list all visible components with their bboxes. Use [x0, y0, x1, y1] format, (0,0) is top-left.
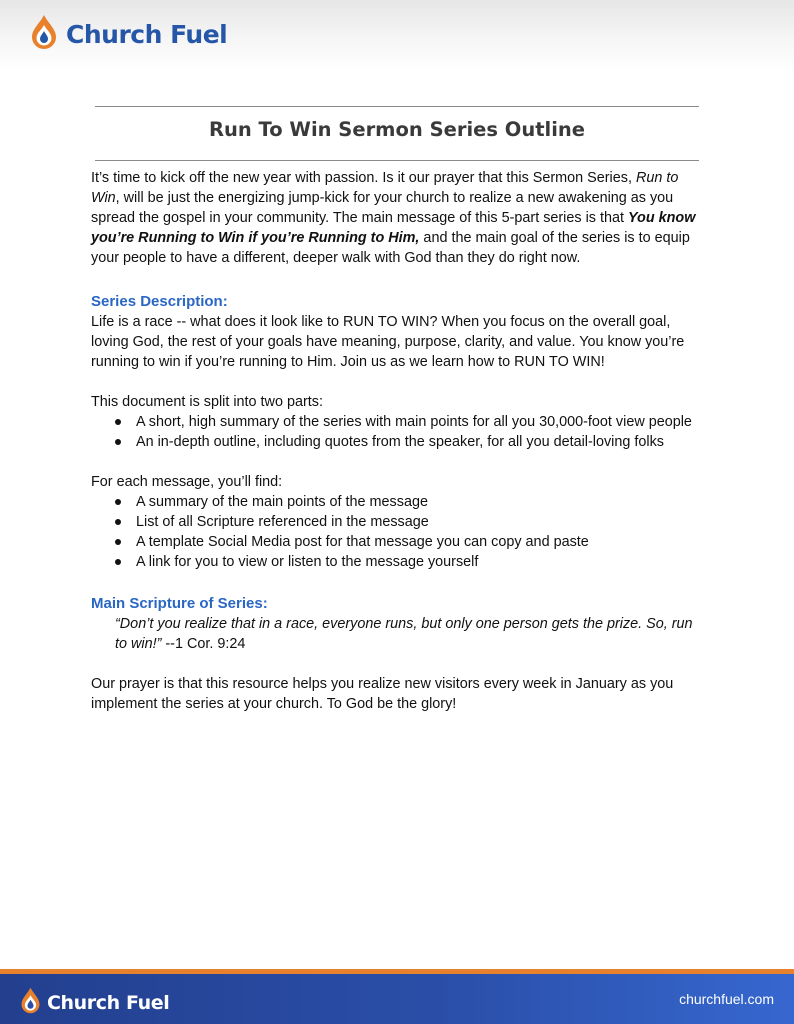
page-header	[0, 0, 794, 72]
footer-accent-stripe	[0, 969, 794, 974]
church-fuel-logo	[30, 14, 227, 55]
title-bottom-rule	[95, 160, 699, 161]
each-message-list	[91, 492, 703, 572]
document-title: Run To Win Sermon Series Outline	[208, 118, 586, 141]
closing-paragraph: Our prayer is that this resource helps you realize new visitors every week in January as you implement the series at your church. To God be the glory!	[91, 676, 674, 712]
list-item: A link for you to view or listen to the message yourself	[91, 552, 703, 572]
church-fuel-footer-logo	[20, 987, 169, 1019]
main-scripture-quote: “Don’t you realize that in a race, everyone runs, but only one person gets the prize. So, run to win!” --1 Cor. 9:24	[115, 616, 693, 652]
main-scripture-heading: Main Scripture of Series:	[91, 595, 268, 612]
flame-drop-icon	[30, 14, 58, 55]
list-item: A template Social Media post for that message you can copy and paste	[91, 532, 703, 552]
logo-wordmark: Church Fuel	[66, 20, 228, 49]
list-item: List of all Scripture referenced in the message	[91, 512, 703, 532]
page-footer	[0, 969, 794, 1024]
flame-drop-icon	[20, 987, 41, 1019]
each-message-intro: For each message, you’ll find:	[91, 474, 283, 490]
intro-paragraph: It’s time to kick off the new year with passion. Is it our prayer that this Sermon Series, Run to Win, will be just the energizing jump-kick for your church to realize a new awakening as you spread the gospel in your community. The main message of this 5-part series is that You know you’re Running to Win if you’re Running to Him, and the main goal of the series is to equip your people to have a different, deeper walk with God than they do right now.	[91, 170, 696, 266]
footer-website: churchfuel.com	[679, 991, 774, 1007]
series-description-heading: Series Description:	[91, 293, 228, 310]
parts-list	[91, 412, 703, 452]
title-top-rule	[95, 106, 699, 107]
list-item: An in-depth outline, including quotes from the speaker, for all you detail-loving folks	[91, 432, 703, 452]
footer-logo-wordmark: Church Fuel	[47, 992, 170, 1014]
parts-intro: This document is split into two parts:	[91, 394, 323, 410]
list-item: A short, high summary of the series with main points for all you 30,000-foot view people	[91, 412, 703, 432]
document-body	[91, 168, 703, 714]
series-description-text: Life is a race -- what does it look like to RUN TO WIN? When you focus on the overall goal, loving God, the rest of your goals have meaning, purpose, clarity, and value. You know you’re running to win if you’re running to Him. Join us as we learn how to RUN TO WIN!	[91, 314, 685, 370]
list-item: A summary of the main points of the message	[91, 492, 703, 512]
